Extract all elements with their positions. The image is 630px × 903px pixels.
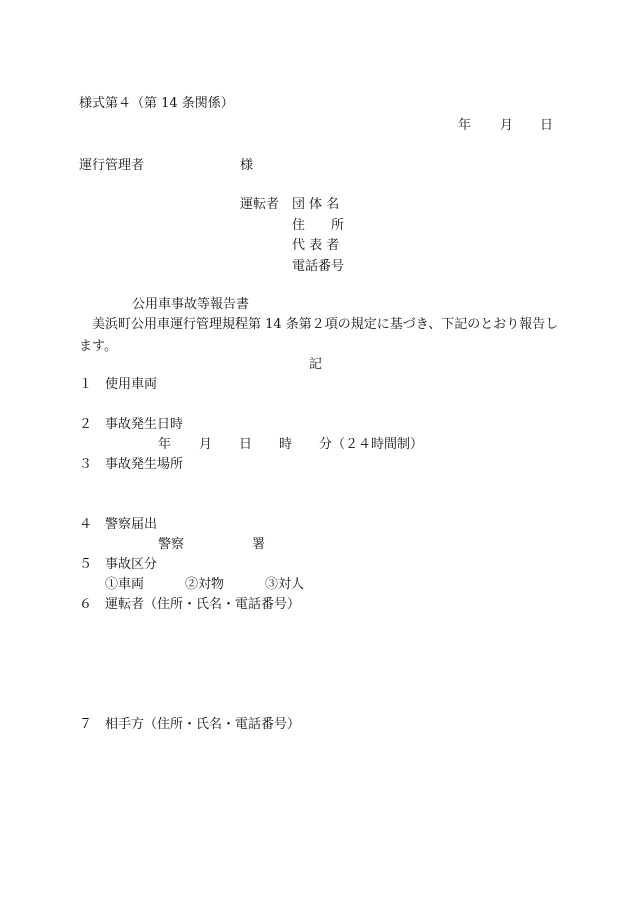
item-4-police: 警察 (158, 537, 185, 552)
item-5-option-person: ③対人 (265, 577, 305, 592)
item-4-number: ４ (79, 517, 93, 532)
item-7-label: 相手方（住所・氏名・電話番号） (105, 717, 301, 732)
body-text: 美浜町公用車運行管理規程第 14 条第２項の規定に基づき、下記のとおり報告します。 (79, 317, 559, 354)
item-1-label: 使用車両 (105, 377, 158, 392)
item-2-number: ２ (79, 417, 93, 432)
item-2-year: 年 (158, 437, 172, 452)
item-5-option-property: ②対物 (185, 577, 225, 592)
item-2-hour: 時 (279, 437, 293, 452)
item-5-number: ５ (79, 557, 93, 572)
item-2-month: 月 (199, 437, 213, 452)
item-2-day: 日 (239, 437, 253, 452)
driver-field-organization: 団 体 名 (292, 197, 340, 212)
addressee-honorific: 様 (240, 158, 254, 173)
item-4-label: 警察届出 (105, 517, 158, 532)
driver-label: 運転者 (240, 197, 280, 212)
item-3-number: ３ (79, 457, 93, 472)
date-day: 日 (540, 118, 554, 133)
item-7-number: ７ (79, 717, 93, 732)
item-4-station: 署 (252, 537, 266, 552)
item-6-label: 運転者（住所・氏名・電話番号） (105, 597, 301, 612)
item-1-number: １ (79, 377, 93, 392)
item-3-label: 事故発生場所 (105, 457, 184, 472)
item-2-label: 事故発生日時 (105, 417, 184, 432)
date-month: 月 (500, 118, 514, 133)
form-number: 様式第４（第 14 条関係） (79, 96, 234, 111)
ki-mark: 記 (309, 357, 323, 372)
item-5-option-vehicle: ①車両 (105, 577, 145, 592)
item-2-minute: 分（２４時間制） (319, 437, 424, 452)
item-5-label: 事故区分 (105, 557, 158, 572)
addressee-label: 運行管理者 (79, 158, 145, 173)
document-title: 公用車事故等報告書 (132, 297, 250, 312)
driver-field-phone: 電話番号 (292, 259, 345, 274)
date-year: 年 (458, 118, 472, 133)
item-6-number: ６ (79, 597, 93, 612)
driver-field-representative: 代 表 者 (292, 238, 340, 253)
driver-field-address: 住 所 (292, 218, 345, 233)
